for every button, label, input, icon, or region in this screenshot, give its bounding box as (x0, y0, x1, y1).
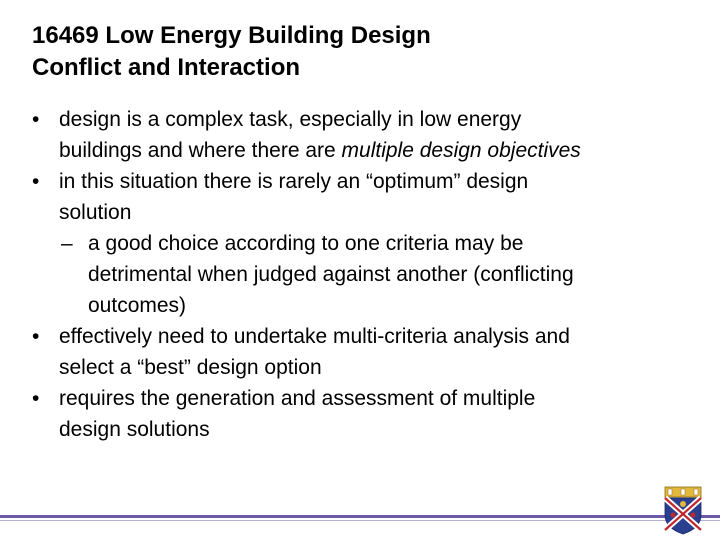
footer-rule-thin (0, 520, 720, 521)
bullet-text-line: requires the generation and assessment of multiple (59, 387, 536, 410)
bullet-text-plain: buildings and where there are (59, 139, 342, 162)
bullet-item (32, 383, 692, 445)
university-crest-icon (662, 485, 704, 535)
bullet-text-line: solution (59, 201, 132, 224)
dash-marker: – (61, 232, 73, 255)
bullet-text-line: outcomes) (88, 294, 187, 317)
bullet-text-line: select a “best” design option (59, 356, 322, 379)
bullet-item (32, 321, 692, 383)
bullet-text-line: detrimental when judged against another (conflicting (88, 263, 574, 286)
bullet-text-line (59, 135, 692, 166)
bullet-marker: • (32, 387, 40, 410)
bullet-text-line: effectively need to undertake multi-criteria analysis and (59, 325, 570, 348)
bullet-text-line: a good choice according to one criteria may be (88, 232, 524, 255)
bullet-item (32, 104, 692, 166)
footer-rule (0, 515, 720, 518)
bullet-marker: • (32, 325, 40, 348)
bullet-text-line: in this situation there is rarely an “optimum” design (59, 170, 529, 193)
slide-title (32, 20, 672, 84)
bullet-marker: • (32, 170, 40, 193)
title-line-2: Conflict and Interaction (32, 54, 301, 81)
title-line-1: 16469 Low Energy Building Design (32, 22, 431, 49)
bullet-marker: • (32, 108, 40, 131)
bullet-text-line: design is a complex task, especially in low energy (59, 108, 522, 131)
bullet-list (32, 104, 692, 445)
bullet-text-line: design solutions (59, 418, 210, 441)
sub-bullet-item (61, 228, 692, 321)
bullet-item (32, 166, 692, 228)
bullet-text-italic: multiple design objectives (341, 139, 581, 162)
